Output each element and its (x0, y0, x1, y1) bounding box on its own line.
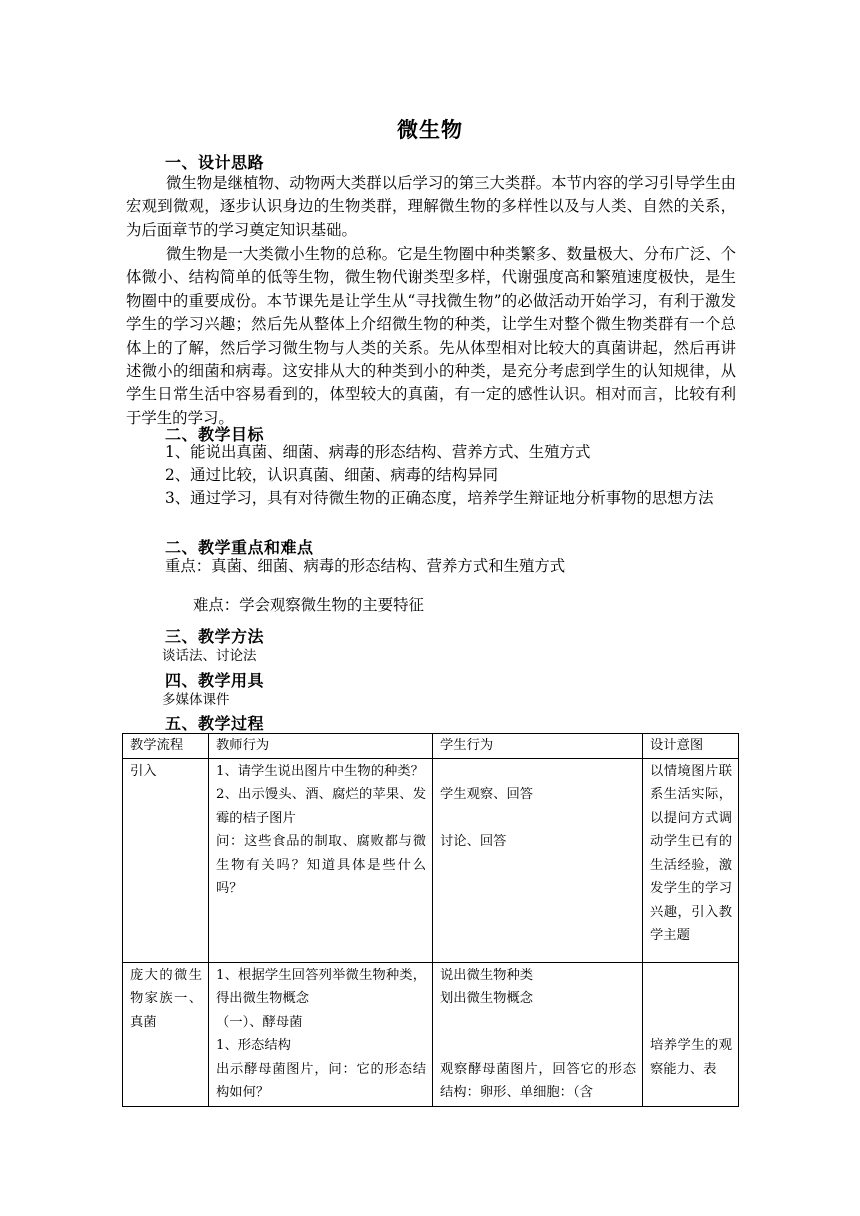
row-teacher (209, 758, 433, 962)
row-intent (643, 962, 739, 1106)
row-intent (643, 758, 739, 962)
intent-text: 以情境图片联系生活实际，以提问方式调动学生已有的生活经验，激发学生的学习兴趣，引入教学主题 (650, 763, 732, 943)
flow-text: 庞大的微生物家族一、真菌 (130, 967, 202, 1030)
student-step: 学生观察、回答 (440, 787, 534, 802)
header-teacher: 教师行为 (209, 734, 433, 759)
row-flow (123, 758, 209, 962)
header-student: 学生行为 (433, 734, 643, 759)
row-student (433, 962, 643, 1106)
heading-process: 五、教学过程 (165, 714, 265, 733)
student-step: 讨论、回答 (440, 834, 507, 849)
header-intent: 设计意图 (643, 734, 739, 759)
intent-text: 培养学生的观察能力、表 (650, 1038, 732, 1077)
goal-item-2: 2、通过比较，认识真菌、细菌、病毒的结构异同 (165, 466, 498, 484)
teacher-step: （一）、酵母菌 (216, 1014, 303, 1030)
table-header-row (123, 734, 739, 759)
teacher-step: 1、根据学生回答列举微生物种类，得出微生物概念 (216, 967, 426, 1006)
heading-key-points: 二、教学重点和难点 (165, 538, 314, 557)
teacher-step: 1、请学生说出图片中生物的种类？ (216, 763, 424, 779)
methods-text: 谈话法、讨论法 (162, 648, 257, 664)
goal-item-3: 3、通过学习，具有对待微生物的正确态度，培养学生辩证地分析事物的思想方法 (165, 489, 714, 507)
teacher-step: 2、出示馒头、酒、腐烂的苹果、发霉的桔子图片 (216, 787, 426, 826)
heading-goals: 二、教学目标 (165, 425, 265, 444)
design-paragraph-1: 微生物是继植物、动物两大类群以后学习的第三大类群。本节内容的学习引导学生由宏观到微观，逐步认识身边的生物类群，理解微生物的多样性以及与人类、自然的关系，为后面章节的学习奠定知识基础。 (126, 174, 736, 239)
heading-methods: 三、教学方法 (165, 627, 265, 646)
table-row (123, 962, 739, 1106)
student-step: 划出微生物概念 (440, 991, 534, 1006)
teacher-step: 1、形态结构 (216, 1038, 291, 1053)
focus-text: 重点：真菌、细菌、病毒的形态结构、营养方式和生殖方式 (165, 557, 566, 575)
document-title: 微生物 (397, 117, 463, 142)
row-flow (123, 962, 209, 1106)
difficulty-text: 难点：学会观察微生物的主要特征 (193, 596, 424, 614)
row-student (433, 758, 643, 962)
design-paragraph-2: 微生物是一大类微小生物的总称。它是生物圈中种类繁多、数量极大、分布广泛、个体微小、结构简单的低等生物，微生物代谢类型多样，代谢强度高和繁殖速度极快，是生物圈中的重要成份。本节课先是让学生从“寻找微生物”的必做活动开始学习，有利于激发学生的学习兴趣；然后先从整体上介绍微生物的种类，让学生对整个微生物类群有一个总体上的了解，然后学习微生物与人类的关系。先从体型相对比较大的真菌讲起，然后再讲述微小的细菌和病毒。这安排从大的种类到小的种类，是充分考虑到学生的认知规律，从学生日常生活中容易看到的，体型较大的真菌，有一定的感性认识。相对而言，比较有利于学生的学习。 (126, 245, 736, 427)
row-teacher (209, 962, 433, 1106)
tools-text: 多媒体课件 (162, 692, 230, 708)
goal-item-1: 1、能说出真菌、细菌、病毒的形态结构、营养方式、生殖方式 (165, 443, 591, 461)
teacher-step: 问：这些食品的制取、腐败都与微生物有关吗？知道具体是些什么吗？ (216, 834, 426, 896)
table-row (123, 758, 739, 962)
flow-text: 引入 (130, 763, 157, 779)
student-step: 说出微生物种类 (440, 967, 534, 983)
heading-tools: 四、教学用具 (165, 671, 265, 690)
header-flow: 教学流程 (123, 734, 209, 759)
heading-design: 一、设计思路 (165, 153, 265, 172)
teacher-step: 出示酵母菌图片，问：它的形态结构如何？ (216, 1061, 426, 1100)
student-step: 观察酵母菌图片，回答它的形态结构：卵形、单细胞：（含 (440, 1061, 636, 1100)
process-table (122, 733, 739, 1107)
